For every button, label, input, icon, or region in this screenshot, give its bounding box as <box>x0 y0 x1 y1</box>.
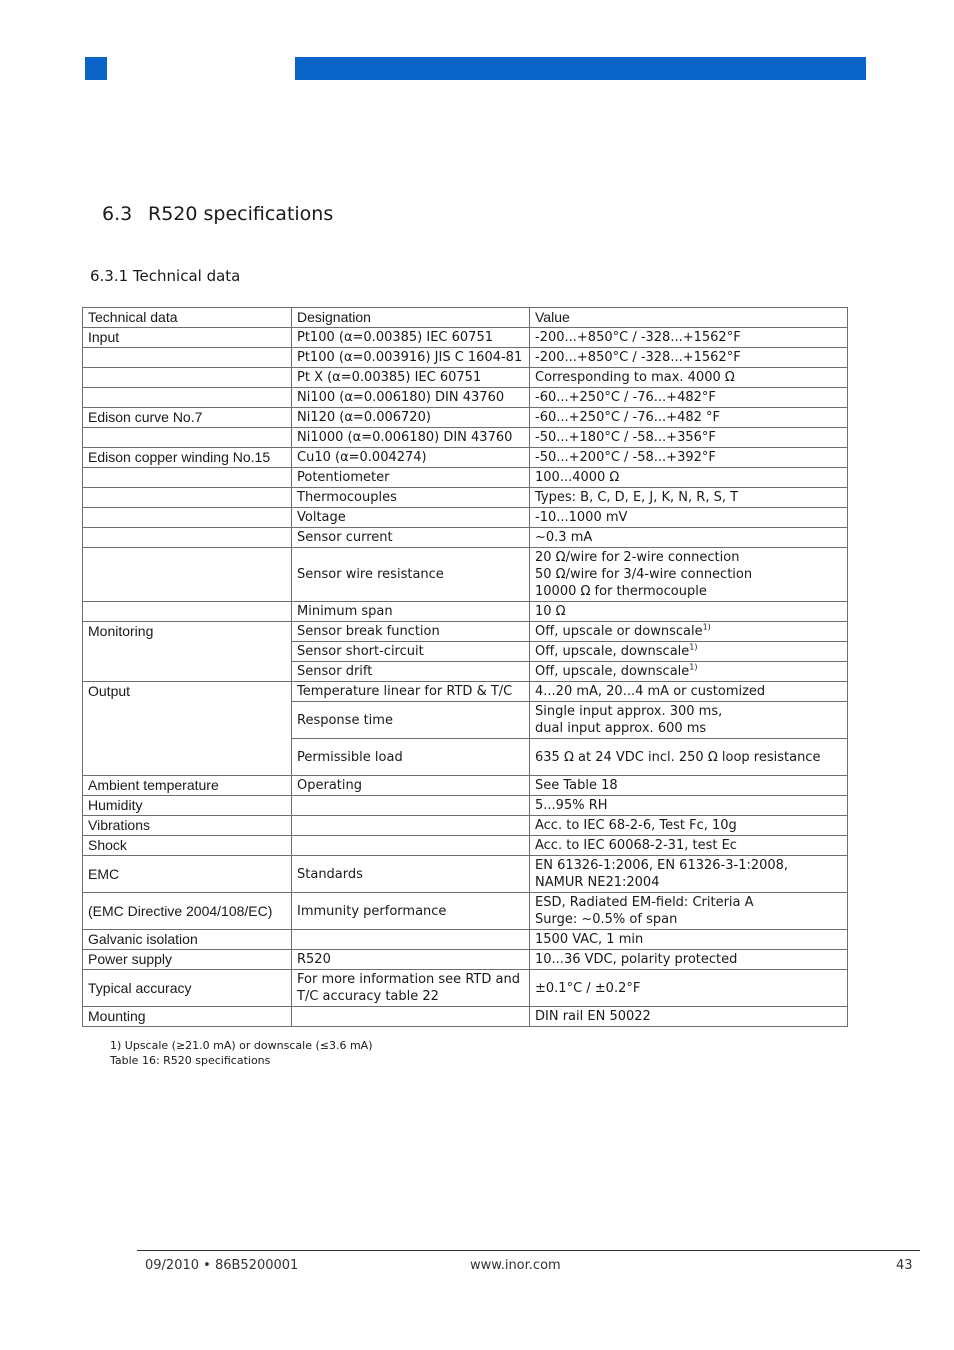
cell-line: 50 Ω/wire for 3/4-wire connection <box>535 567 753 582</box>
footer-page-number: 43 <box>896 1258 913 1273</box>
table-row <box>83 448 848 468</box>
cell-line: Standards <box>297 866 363 882</box>
cell-technical-data <box>83 548 292 602</box>
footer-divider <box>137 1250 920 1251</box>
table-row <box>83 682 848 702</box>
cell-value <box>530 528 848 548</box>
cell-technical-data <box>83 388 292 408</box>
table-row <box>83 468 848 488</box>
cell-designation <box>292 776 530 796</box>
section-number: 6.3 <box>102 203 133 225</box>
cell-value <box>530 448 848 468</box>
cell-line: EN 61326-1:2006, EN 61326-3-1:2008, <box>535 858 789 873</box>
cell-line: -60...+250°C / -76...+482 °F <box>535 410 721 425</box>
cell-designation <box>292 856 530 893</box>
footnote-marker: 1) <box>689 642 698 652</box>
cell-value <box>530 836 848 856</box>
cell-line: 5...95% RH <box>535 798 608 813</box>
table-header-row <box>83 308 848 328</box>
cell-value <box>530 428 848 448</box>
cell-designation: Sensor wire resistance <box>292 548 530 602</box>
cell-line: 10000 Ω for thermocouple <box>535 584 707 599</box>
cell-value <box>530 776 848 796</box>
cell-designation: Voltage <box>292 508 530 528</box>
cell-designation: Pt100 (α=0.003916) JIS C 1604-81 <box>292 348 530 368</box>
cell-line: See Table 18 <box>535 778 618 793</box>
cell-technical-data <box>83 368 292 388</box>
table-row <box>83 776 848 796</box>
cell-line: For more information see RTD and <box>297 972 520 987</box>
cell-value <box>530 702 848 739</box>
cell-technical-data: Vibrations <box>83 816 292 836</box>
cell-designation <box>292 816 530 836</box>
cell-line: 635 Ω at 24 VDC incl. 250 Ω loop resistance <box>535 749 821 765</box>
spec-table-body <box>83 308 848 1027</box>
cell-designation: Thermocouples <box>292 488 530 508</box>
cell-designation: Cu10 (α=0.004274) <box>292 448 530 468</box>
cell-text: Off, upscale, downscale <box>535 664 690 679</box>
footnote-marker: 1) <box>702 622 711 632</box>
cell-line: ±0.1°C / ±0.2°F <box>535 980 641 996</box>
cell-value <box>530 548 848 602</box>
cell-value <box>530 348 848 368</box>
cell-value <box>530 508 848 528</box>
cell-line: ESD, Radiated EM-field: Criteria A <box>535 895 754 910</box>
cell-line: 100...4000 Ω <box>535 470 620 485</box>
table-row <box>83 528 848 548</box>
cell-technical-data: Power supply <box>83 950 292 970</box>
cell-line: -50...+180°C / -58...+356°F <box>535 430 716 445</box>
section-title: R520 specifications <box>148 203 334 225</box>
cell-designation: Sensor current <box>292 528 530 548</box>
cell-designation: Permissible load <box>292 739 530 776</box>
cell-value <box>530 1007 848 1027</box>
header-technical-data: Technical data <box>83 308 292 328</box>
cell-value <box>530 488 848 508</box>
cell-line: Single input approx. 300 ms, <box>535 704 723 719</box>
cell-technical-data <box>83 528 292 548</box>
subsection-heading: 6.3.1 Technical data <box>90 267 241 285</box>
cell-technical-data: EMC <box>83 856 292 893</box>
cell-technical-data: Output <box>83 682 292 776</box>
spec-table <box>82 307 848 1027</box>
cell-value <box>530 368 848 388</box>
cell-value <box>530 662 848 682</box>
cell-technical-data: Edison copper winding No.15 <box>83 448 292 468</box>
table-row <box>83 602 848 622</box>
cell-designation: Ni1000 (α=0.006180) DIN 43760 <box>292 428 530 448</box>
table-row <box>83 548 848 602</box>
cell-designation <box>292 930 530 950</box>
cell-value <box>530 816 848 836</box>
cell-line: 4...20 mA, 20...4 mA or customized <box>535 684 766 699</box>
cell-value <box>530 328 848 348</box>
footnote-marker: 1) <box>689 662 698 672</box>
header-accent-block <box>85 57 107 80</box>
cell-value <box>530 642 848 662</box>
cell-line: dual input approx. 600 ms <box>535 721 707 736</box>
header-designation: Designation <box>292 308 530 328</box>
cell-line: -200...+850°C / -328...+1562°F <box>535 330 741 345</box>
cell-designation <box>292 893 530 930</box>
cell-line: Immunity performance <box>297 903 447 919</box>
cell-technical-data: Mounting <box>83 1007 292 1027</box>
cell-designation: Response time <box>292 702 530 739</box>
cell-designation: Temperature linear for RTD & T/C <box>292 682 530 702</box>
cell-value <box>530 970 848 1007</box>
cell-technical-data <box>83 602 292 622</box>
table-row <box>83 856 848 893</box>
cell-designation: Ni120 (α=0.006720) <box>292 408 530 428</box>
cell-value <box>530 930 848 950</box>
cell-line: DIN rail EN 50022 <box>535 1009 651 1024</box>
table-row <box>83 622 848 642</box>
cell-value <box>530 739 848 776</box>
cell-technical-data: Input <box>83 328 292 348</box>
cell-technical-data <box>83 468 292 488</box>
cell-value <box>530 408 848 428</box>
cell-value <box>530 796 848 816</box>
table-row <box>83 508 848 528</box>
cell-technical-data: Shock <box>83 836 292 856</box>
cell-line: ~0.3 mA <box>535 530 593 545</box>
cell-line: Surge: ~0.5% of span <box>535 912 678 927</box>
table-row <box>83 816 848 836</box>
cell-designation: Pt X (α=0.00385) IEC 60751 <box>292 368 530 388</box>
cell-value <box>530 388 848 408</box>
table-row <box>83 348 848 368</box>
cell-value <box>530 622 848 642</box>
cell-line: -60...+250°C / -76...+482°F <box>535 390 716 405</box>
cell-designation <box>292 950 530 970</box>
cell-technical-data <box>83 488 292 508</box>
cell-designation: Sensor short-circuit <box>292 642 530 662</box>
cell-technical-data <box>83 508 292 528</box>
cell-designation: Potentiometer <box>292 468 530 488</box>
cell-technical-data: Edison curve No.7 <box>83 408 292 428</box>
cell-designation <box>292 970 530 1007</box>
cell-line: -50...+200°C / -58...+392°F <box>535 450 716 465</box>
table-footnote: 1) Upscale (≥21.0 mA) or downscale (≤3.6 mA) <box>110 1039 373 1052</box>
cell-technical-data: Monitoring <box>83 622 292 682</box>
cell-designation: Ni100 (α=0.006180) DIN 43760 <box>292 388 530 408</box>
cell-designation <box>292 1007 530 1027</box>
cell-line: R520 <box>297 952 331 967</box>
table-caption: Table 16: R520 specifications <box>110 1054 271 1067</box>
cell-value <box>530 602 848 622</box>
table-row <box>83 368 848 388</box>
cell-text: Off, upscale, downscale <box>535 644 690 659</box>
cell-value <box>530 682 848 702</box>
cell-designation: Sensor drift <box>292 662 530 682</box>
cell-line: 10 Ω <box>535 604 566 619</box>
cell-designation: Minimum span <box>292 602 530 622</box>
cell-line: T/C accuracy table 22 <box>297 989 439 1004</box>
cell-line: 10...36 VDC, polarity protected <box>535 952 738 967</box>
cell-line: -10...1000 mV <box>535 510 628 525</box>
cell-line: NAMUR NE21:2004 <box>535 875 660 890</box>
table-row <box>83 836 848 856</box>
cell-line: Acc. to IEC 60068-2-31, test Ec <box>535 838 737 853</box>
table-row <box>83 328 848 348</box>
table-row <box>83 408 848 428</box>
cell-designation: Sensor break function <box>292 622 530 642</box>
cell-value <box>530 468 848 488</box>
table-row <box>83 796 848 816</box>
cell-designation <box>292 796 530 816</box>
cell-technical-data: Galvanic isolation <box>83 930 292 950</box>
header-accent-bar <box>295 57 866 80</box>
cell-line: -200...+850°C / -328...+1562°F <box>535 350 741 365</box>
cell-technical-data: Humidity <box>83 796 292 816</box>
section-heading <box>102 203 333 225</box>
cell-line: Acc. to IEC 68-2-6, Test Fc, 10g <box>535 818 737 833</box>
cell-value <box>530 856 848 893</box>
table-row <box>83 1007 848 1027</box>
header-value: Value <box>530 308 848 328</box>
cell-designation <box>292 836 530 856</box>
cell-technical-data: Typical accuracy <box>83 970 292 1007</box>
cell-line: 20 Ω/wire for 2-wire connection <box>535 550 740 565</box>
table-row <box>83 388 848 408</box>
cell-technical-data <box>83 428 292 448</box>
table-row <box>83 893 848 930</box>
table-row <box>83 930 848 950</box>
cell-value <box>530 950 848 970</box>
cell-line: 1500 VAC, 1 min <box>535 932 644 947</box>
cell-technical-data <box>83 348 292 368</box>
table-row <box>83 970 848 1007</box>
table-row <box>83 488 848 508</box>
table-row <box>83 428 848 448</box>
cell-technical-data: (EMC Directive 2004/108/EC) <box>83 893 292 930</box>
footer-doc-id: 09/2010 • 86B5200001 <box>145 1258 299 1273</box>
cell-technical-data: Ambient temperature <box>83 776 292 796</box>
table-row <box>83 950 848 970</box>
cell-designation: Pt100 (α=0.00385) IEC 60751 <box>292 328 530 348</box>
cell-line: Types: B, C, D, E, J, K, N, R, S, T <box>535 490 739 505</box>
cell-line: Corresponding to max. 4000 Ω <box>535 370 735 385</box>
footer-website[interactable]: www.inor.com <box>470 1258 561 1273</box>
cell-value <box>530 893 848 930</box>
cell-text: Off, upscale or downscale <box>535 624 703 639</box>
cell-line: Operating <box>297 778 362 793</box>
